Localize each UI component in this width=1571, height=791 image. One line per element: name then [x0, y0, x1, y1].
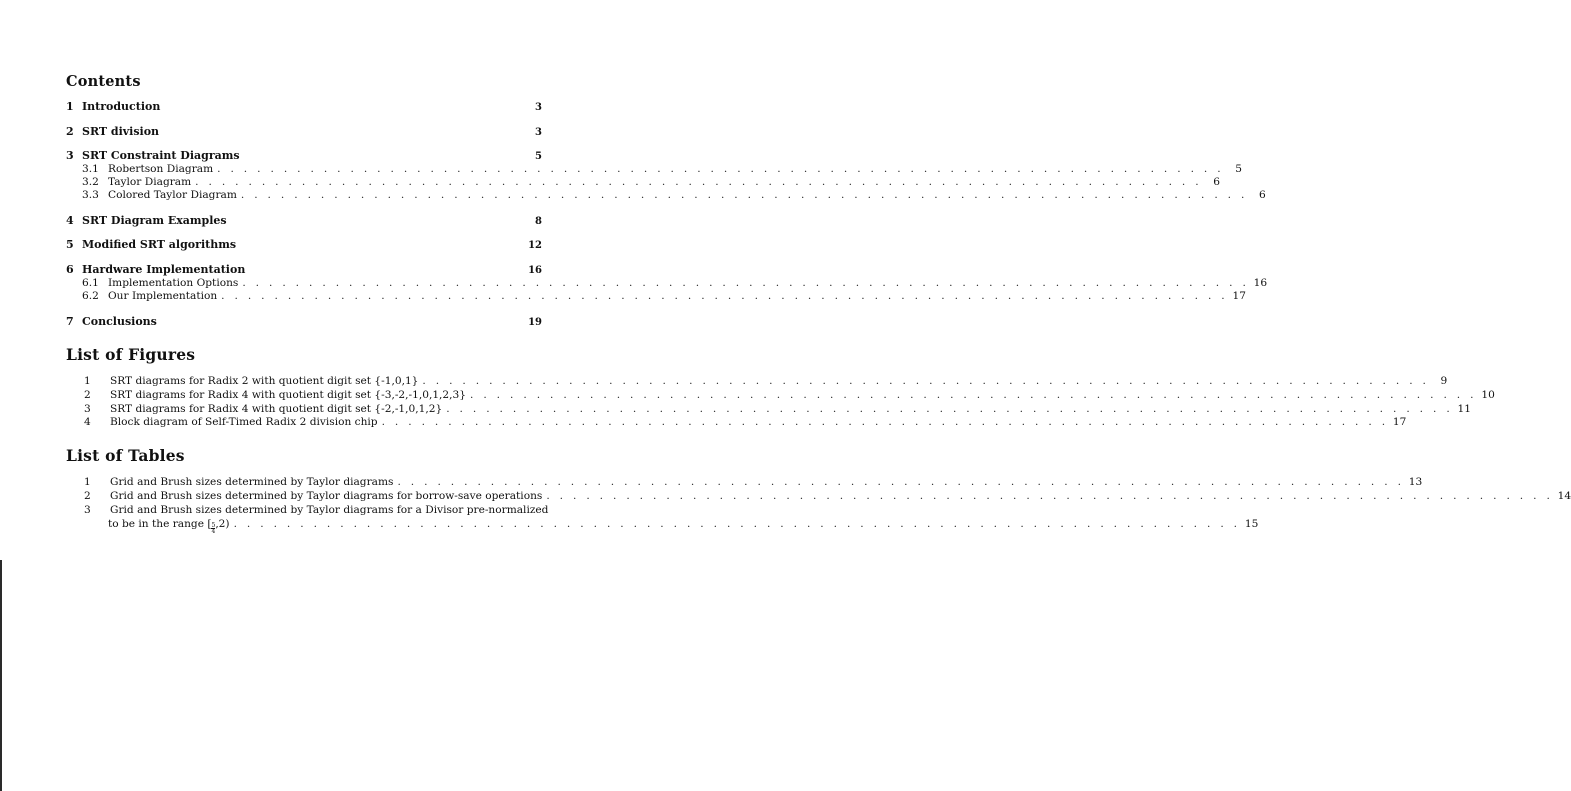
page-number: 10	[1481, 389, 1495, 401]
page-number: 9	[1440, 375, 1448, 387]
section-number: 7	[66, 315, 74, 328]
page-number: 5	[535, 151, 542, 162]
figure-number: 2	[84, 389, 91, 401]
dot-leaders: . . . . . . . . . . . . . . . . . . . . . . . . . . . . . . . . . . . . . . . . . . . . . . . . . . . . . . . . . . . . . . . . . . . . . . . . . . . .	[217, 163, 1224, 175]
toc-section-2[interactable]	[66, 125, 542, 139]
page-number: 17	[1232, 290, 1246, 302]
lot-item-3-continuation[interactable]	[108, 518, 1259, 535]
lot-item-3[interactable]	[82, 504, 549, 517]
section-title: Conclusions	[82, 315, 157, 328]
subsection-number: 6.1	[82, 277, 99, 289]
subsection-title: Our Implementation	[108, 290, 218, 302]
section-title: SRT Constraint Diagrams	[82, 149, 240, 162]
subsection-number: 3.3	[82, 189, 99, 201]
page-number: 3	[535, 127, 542, 138]
table-number: 2	[84, 490, 91, 502]
page-number: 3	[535, 102, 542, 113]
figure-title: SRT diagrams for Radix 4 with quotient digit set {-3,-2,-1,0,1,2,3}	[110, 389, 467, 401]
dot-leaders: . . . . . . . . . . . . . . . . . . . . . . . . . . . . . . . . . . . . . . . . . . . . . . . . . . . . . . . . . . . . . . . . . . . . . . . . . . . .	[195, 176, 1202, 188]
section-number: 4	[66, 214, 74, 227]
toc-section-4[interactable]	[66, 214, 542, 228]
toc-section-3[interactable]	[66, 149, 542, 163]
dot-leaders: . . . . . . . . . . . . . . . . . . . . . . . . . . . . . . . . . . . . . . . . . . . . . . . . . . . . . . . . . . . . . . . . . . . . . . . . . . . .	[397, 476, 1405, 488]
table-title: Grid and Brush sizes determined by Taylor diagrams	[110, 476, 394, 488]
section-number: 5	[66, 238, 74, 251]
figure-title: SRT diagrams for Radix 2 with quotient digit set {-1,0,1}	[110, 375, 419, 387]
toc-subsection-3-1[interactable]	[82, 163, 1242, 176]
dot-leaders: . . . . . . . . . . . . . . . . . . . . . . . . . . . . . . . . . . . . . . . . . . . . . . . . . . . . . . . . . . . . . . . . . . . . . . . . . . . .	[446, 403, 1454, 415]
section-title: Modified SRT algorithms	[82, 238, 237, 251]
toc-subsection-3-2[interactable]	[82, 176, 1220, 189]
dot-leaders: . . . . . . . . . . . . . . . . . . . . . . . . . . . . . . . . . . . . . . . . . . . . . . . . . . . . . . . . . . . . . . . . . . . . . . . . . . . .	[422, 375, 1430, 387]
fraction-denominator: 4	[211, 528, 216, 535]
lof-item-3[interactable]	[82, 403, 1472, 416]
table-title-continuation-end: ,2)	[215, 518, 230, 530]
page-number: 12	[528, 240, 542, 251]
lot-item-2[interactable]	[82, 490, 1571, 503]
dot-leaders: . . . . . . . . . . . . . . . . . . . . . . . . . . . . . . . . . . . . . . . . . . . . . . . . . . . . . . . . . . . . . . . . . . . . . . . . . . . .	[242, 277, 1250, 289]
list-of-tables-heading: List of Tables	[66, 446, 185, 465]
page-number: 13	[1408, 476, 1423, 488]
section-title: SRT division	[82, 125, 160, 138]
subsection-title: Colored Taylor Diagram	[108, 189, 237, 201]
subsection-number: 3.2	[82, 176, 99, 188]
contents-heading: Contents	[66, 73, 141, 90]
page-number: 6	[1258, 189, 1266, 201]
page-number: 8	[535, 216, 542, 227]
section-title: Introduction	[82, 100, 161, 113]
subsection-title: Taylor Diagram	[108, 176, 192, 188]
section-number: 1	[66, 100, 74, 113]
toc-section-5[interactable]	[66, 238, 542, 252]
lof-item-2[interactable]	[82, 389, 1495, 402]
dot-leaders: . . . . . . . . . . . . . . . . . . . . . . . . . . . . . . . . . . . . . . . . . . . . . . . . . . . . . . . . . . . . . . . . . . . . . . . . . . . .	[381, 416, 1389, 428]
page-number: 11	[1457, 403, 1472, 415]
page-number: 15	[1244, 518, 1259, 530]
subsection-title: Robertson Diagram	[108, 163, 214, 175]
fraction-numerator: 5	[211, 522, 216, 529]
toc-section-7[interactable]	[66, 315, 542, 329]
dot-leaders: . . . . . . . . . . . . . . . . . . . . . . . . . . . . . . . . . . . . . . . . . . . . . . . . . . . . . . . . . . . . . . . . . . . . . . . . . . . .	[221, 290, 1228, 302]
figure-number: 4	[84, 416, 91, 428]
dot-leaders: . . . . . . . . . . . . . . . . . . . . . . . . . . . . . . . . . . . . . . . . . . . . . . . . . . . . . . . . . . . . . . . . . . . . . . . . . . . .	[546, 490, 1554, 502]
dot-leaders: . . . . . . . . . . . . . . . . . . . . . . . . . . . . . . . . . . . . . . . . . . . . . . . . . . . . . . . . . . . . . . . . . . . . . . . . . . . .	[233, 518, 1241, 530]
page-number: 14	[1557, 490, 1571, 502]
subsection-number: 3.1	[82, 163, 99, 175]
lof-item-1[interactable]	[82, 375, 1448, 388]
page-number: 19	[528, 317, 542, 328]
section-number: 6	[66, 263, 74, 276]
dot-leaders: . . . . . . . . . . . . . . . . . . . . . . . . . . . . . . . . . . . . . . . . . . . . . . . . . . . . . . . . . . . . . . . . . . . . . . . . . . . .	[240, 189, 1248, 201]
page-number: 16	[1253, 277, 1268, 289]
page-number: 16	[528, 265, 542, 276]
toc-subsection-6-2[interactable]	[82, 290, 1246, 303]
figure-number: 1	[84, 375, 91, 387]
toc-subsection-3-3[interactable]	[82, 189, 1266, 202]
figure-title: SRT diagrams for Radix 4 with quotient digit set {-2,-1,0,1,2}	[110, 403, 443, 415]
section-title: SRT Diagram Examples	[82, 214, 227, 227]
section-title: Hardware Implementation	[82, 263, 246, 276]
table-number: 3	[84, 504, 91, 516]
page-number: 17	[1392, 416, 1407, 428]
lof-item-4[interactable]	[82, 416, 1407, 429]
lot-item-1[interactable]	[82, 476, 1423, 489]
dot-leaders: . . . . . . . . . . . . . . . . . . . . . . . . . . . . . . . . . . . . . . . . . . . . . . . . . . . . . . . . . . . . . . . . . . . . . . . . . . . .	[470, 389, 1477, 401]
subsection-number: 6.2	[82, 290, 99, 302]
section-number: 3	[66, 149, 74, 162]
toc-section-6[interactable]	[66, 263, 542, 277]
section-number: 2	[66, 125, 74, 138]
table-title: Grid and Brush sizes determined by Taylor diagrams for a Divisor pre-normalized	[110, 504, 549, 516]
figure-number: 3	[84, 403, 91, 415]
subsection-title: Implementation Options	[108, 277, 239, 289]
toc-subsection-6-1[interactable]	[82, 277, 1268, 290]
table-title-continuation: to be in the range [	[108, 518, 212, 530]
table-number: 1	[84, 476, 91, 488]
table-title: Grid and Brush sizes determined by Taylor diagrams for borrow-save operations	[110, 490, 543, 502]
list-of-figures-heading: List of Figures	[66, 345, 196, 364]
toc-section-1[interactable]	[66, 100, 542, 114]
page-number: 6	[1213, 176, 1220, 188]
figure-title: Block diagram of Self-Timed Radix 2 division chip	[110, 416, 378, 428]
page-number: 5	[1235, 163, 1242, 175]
